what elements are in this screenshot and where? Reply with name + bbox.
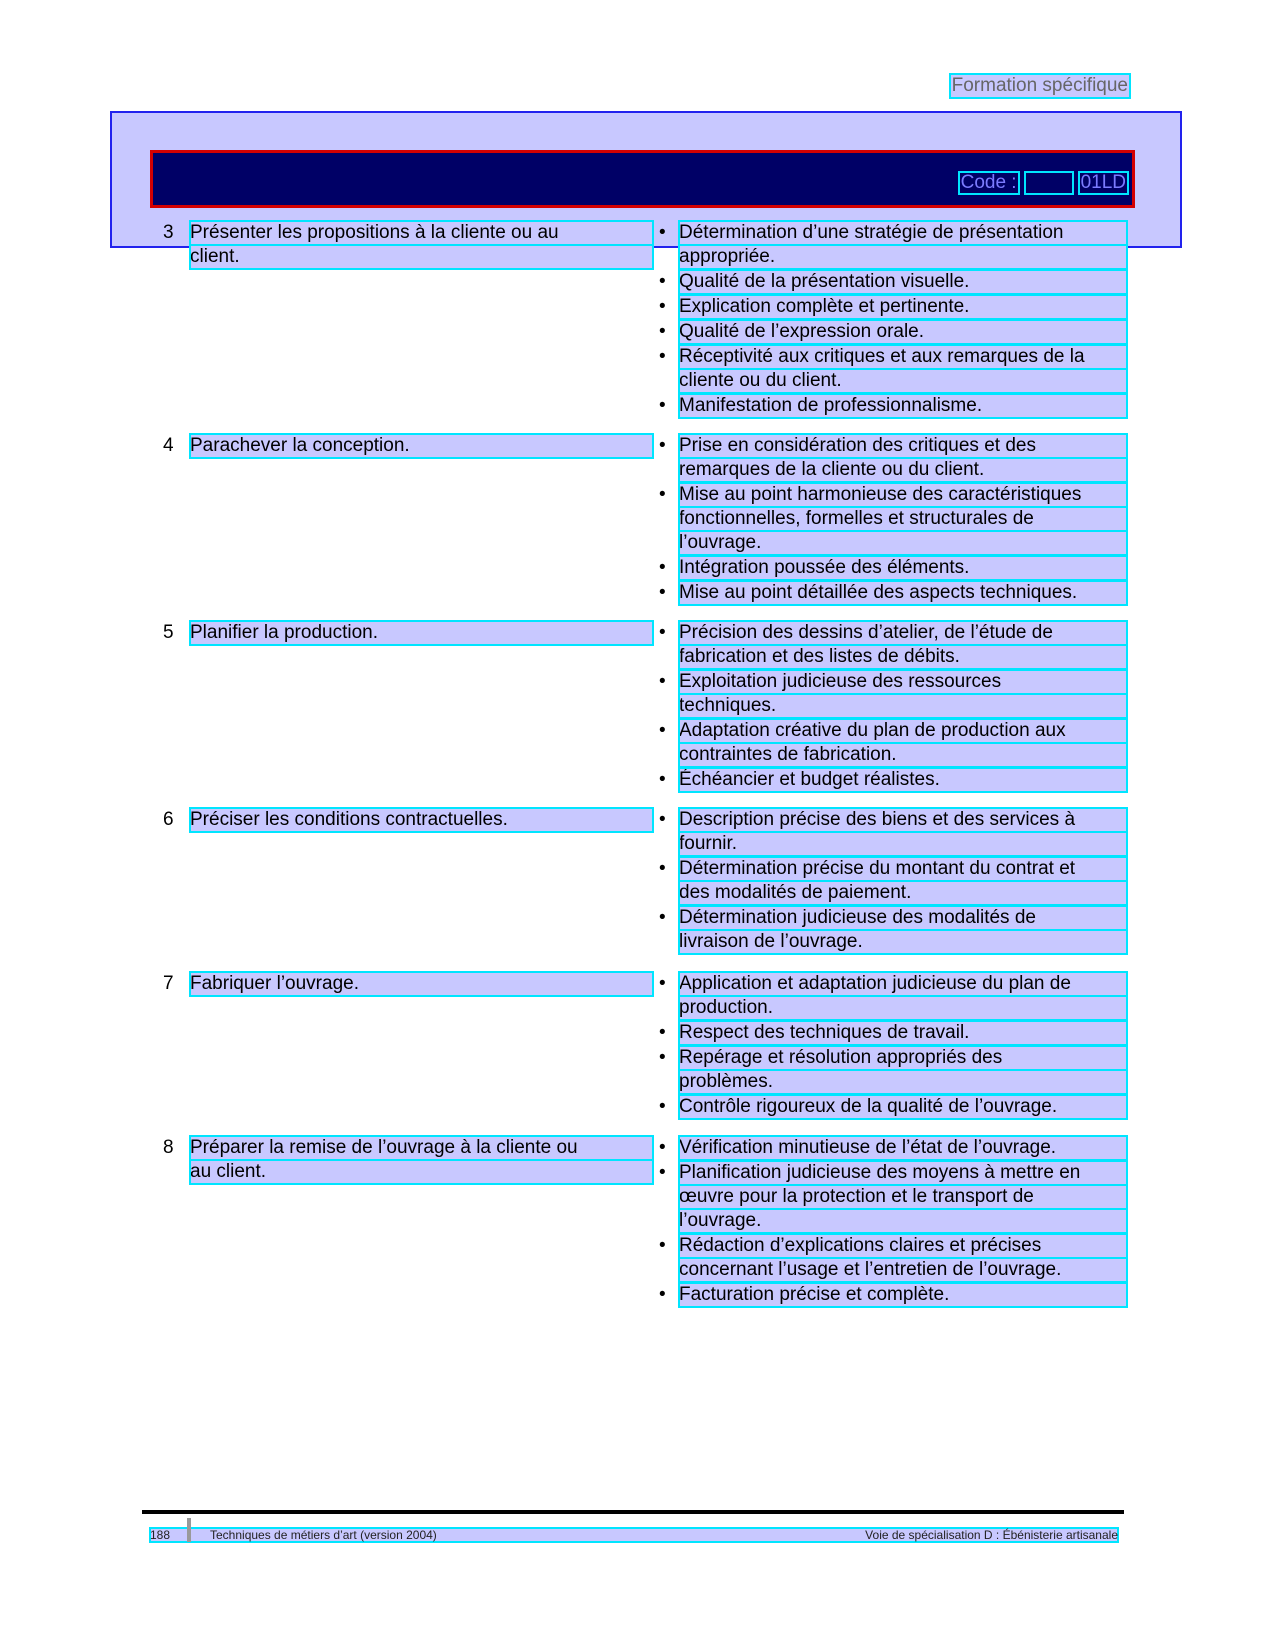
competency-element <box>163 621 653 645</box>
criterion-text-line: concernant l’usage et l’entretien de l’ouvrage. <box>679 1258 1127 1282</box>
criterion-text-line: • Qualité de l’expression orale. <box>679 320 1127 344</box>
element-text-line: Fabriquer l’ouvrage. <box>190 972 653 996</box>
element-text-line: Parachever la conception. <box>190 434 653 458</box>
criterion-item <box>657 483 1127 555</box>
criterion-text-line: • Explication complète et pertinente. <box>679 295 1127 319</box>
criterion-item <box>657 320 1127 344</box>
criterion-item <box>657 295 1127 319</box>
criterion-text-line: • Repérage et résolution appropriés des <box>679 1046 1127 1070</box>
criterion-text-line: problèmes. <box>679 1070 1127 1094</box>
performance-criteria-list <box>657 221 1127 419</box>
criterion-text-line: l’ouvrage. <box>679 531 1127 555</box>
criterion-item <box>657 1161 1127 1233</box>
footer-rule <box>142 1510 1124 1514</box>
footer-specialisation: Voie de spécialisation D : Ébénisterie artisanale <box>865 1528 1118 1542</box>
criterion-item <box>657 719 1127 767</box>
competency-element <box>163 972 653 996</box>
criterion-item <box>657 1234 1127 1282</box>
criterion-item <box>657 857 1127 905</box>
criterion-text-line: cliente ou du client. <box>679 369 1127 393</box>
criterion-text-line: • Détermination précise du montant du contrat et <box>679 857 1127 881</box>
criterion-item <box>657 1046 1127 1094</box>
criterion-text-line: • Réceptivité aux critiques et aux remarques de la <box>679 345 1127 369</box>
criterion-text-line: • Application et adaptation judicieuse du plan de <box>679 972 1127 996</box>
criterion-text-line: • Respect des techniques de travail. <box>679 1021 1127 1045</box>
criterion-text-line: livraison de l’ouvrage. <box>679 930 1127 954</box>
criterion-text-line: fournir. <box>679 832 1127 856</box>
code-gap <box>1025 172 1073 194</box>
criterion-item <box>657 1095 1127 1119</box>
criterion-item <box>657 670 1127 718</box>
criterion-text-line: • Contrôle rigoureux de la qualité de l’ouvrage. <box>679 1095 1127 1119</box>
criterion-item <box>657 906 1127 954</box>
competency-element <box>163 434 653 458</box>
element-text-line: Présenter les propositions à la cliente ou au <box>190 221 653 245</box>
criterion-text-line: techniques. <box>679 694 1127 718</box>
criterion-item <box>657 270 1127 294</box>
criterion-text-line: • Adaptation créative du plan de production aux <box>679 719 1127 743</box>
criterion-text-line: fabrication et des listes de débits. <box>679 645 1127 669</box>
criterion-text-line: • Vérification minutieuse de l’état de l’ouvrage. <box>679 1136 1127 1160</box>
page-footer <box>150 1528 1118 1542</box>
criterion-text-line: remarques de la cliente ou du client. <box>679 458 1127 482</box>
competency-element <box>163 221 653 269</box>
criterion-item <box>657 556 1127 580</box>
performance-criteria-list <box>657 1136 1127 1308</box>
performance-criteria-list <box>657 434 1127 606</box>
criterion-item <box>657 621 1127 669</box>
criterion-text-line: • Exploitation judicieuse des ressources <box>679 670 1127 694</box>
criterion-text-line: • Qualité de la présentation visuelle. <box>679 270 1127 294</box>
footer-page-number: 188 <box>150 1528 171 1542</box>
criterion-text-line: appropriée. <box>679 245 1127 269</box>
criterion-item <box>657 972 1127 1020</box>
criterion-text-line: contraintes de fabrication. <box>679 743 1127 767</box>
criterion-text-line: fonctionnelles, formelles et structurales de <box>679 507 1127 531</box>
criterion-item <box>657 1021 1127 1045</box>
element-text-line: Préciser les conditions contractuelles. <box>190 808 653 832</box>
criterion-item <box>657 394 1127 418</box>
competency-element <box>163 1136 653 1184</box>
criterion-text-line: • Détermination judicieuse des modalités de <box>679 906 1127 930</box>
criterion-text-line: • Rédaction d’explications claires et précises <box>679 1234 1127 1258</box>
criterion-item <box>657 434 1127 482</box>
criterion-item <box>657 1283 1127 1307</box>
criterion-text-line: l’ouvrage. <box>679 1209 1127 1233</box>
element-text-line: au client. <box>190 1160 653 1184</box>
element-number: 4 <box>163 435 174 456</box>
element-number: 3 <box>163 222 174 243</box>
page-header-section: Formation spécifique <box>951 75 1128 96</box>
criterion-text-line: • Prise en considération des critiques et des <box>679 434 1127 458</box>
criterion-text-line: • Précision des dessins d’atelier, de l’étude de <box>679 621 1127 645</box>
performance-criteria-list <box>657 808 1127 955</box>
criterion-text-line: • Description précise des biens et des services à <box>679 808 1127 832</box>
code-label: Code : <box>960 172 1017 193</box>
element-text-line: client. <box>190 245 653 269</box>
criterion-item <box>657 221 1127 269</box>
criterion-text-line: • Intégration poussée des éléments. <box>679 556 1127 580</box>
criterion-text-line: œuvre pour la protection et le transport de <box>679 1185 1127 1209</box>
criterion-text-line: production. <box>679 996 1127 1020</box>
element-number: 5 <box>163 622 174 643</box>
criterion-item <box>657 345 1127 393</box>
element-text-line: Préparer la remise de l’ouvrage à la cliente ou <box>190 1136 653 1160</box>
code-value: 01LD <box>1080 172 1126 193</box>
criterion-text-line: • Manifestation de professionnalisme. <box>679 394 1127 418</box>
criterion-item <box>657 768 1127 792</box>
criterion-item <box>657 1136 1127 1160</box>
performance-criteria-list <box>657 621 1127 793</box>
footer-separator <box>187 1518 191 1542</box>
element-number: 6 <box>163 809 174 830</box>
criterion-text-line: • Planification judicieuse des moyens à mettre en <box>679 1161 1127 1185</box>
element-number: 8 <box>163 1137 174 1158</box>
criterion-item <box>657 581 1127 605</box>
criterion-text-line: • Échéancier et budget réalistes. <box>679 768 1127 792</box>
title-bar <box>150 150 1135 208</box>
criterion-text-line: • Mise au point harmonieuse des caractéristiques <box>679 483 1127 507</box>
criterion-text-line: • Détermination d’une stratégie de présentation <box>679 221 1127 245</box>
competency-code <box>959 172 1128 194</box>
element-text-line: Planifier la production. <box>190 621 653 645</box>
criterion-text-line: • Facturation précise et complète. <box>679 1283 1127 1307</box>
criterion-text-line: • Mise au point détaillée des aspects techniques. <box>679 581 1127 605</box>
performance-criteria-list <box>657 972 1127 1120</box>
competency-element <box>163 808 653 832</box>
criterion-item <box>657 808 1127 856</box>
footer-program: Techniques de métiers d’art (version 2004) <box>210 1528 437 1542</box>
element-number: 7 <box>163 973 174 994</box>
criterion-text-line: des modalités de paiement. <box>679 881 1127 905</box>
